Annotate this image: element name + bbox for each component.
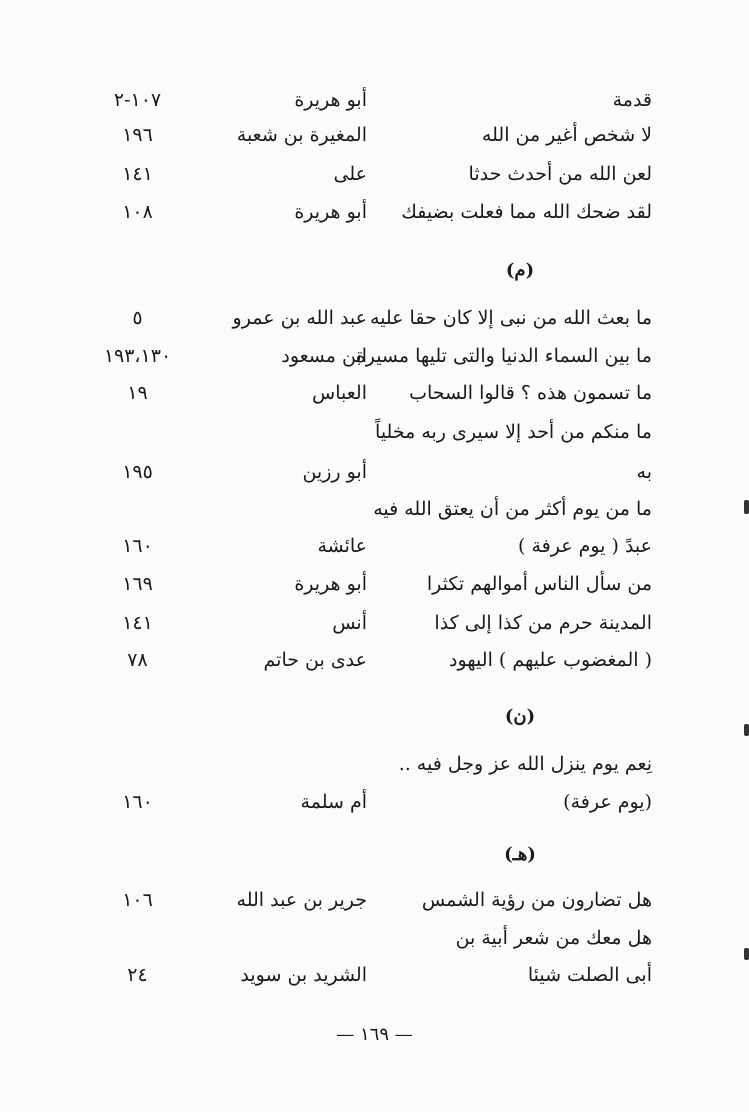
index-entry (80, 454, 652, 490)
index-entry (80, 566, 652, 602)
page-ref: ١٤١ (122, 612, 153, 634)
page-ref: ١٩٦ (122, 124, 153, 146)
index-entry (80, 194, 652, 230)
index-entry (80, 414, 652, 450)
hadith-text: أبى الصلت شيئا (527, 964, 652, 986)
narrator: أبو هريرة (294, 89, 367, 111)
index-entry (80, 605, 652, 641)
narrator: على (333, 163, 367, 185)
hadith-text: ما بين السماء الدنيا والتى تليها مسيرة (355, 345, 652, 367)
hadith-text: لقد ضحك الله مما فعلت بضيفك (401, 201, 652, 223)
page-ref: ١٩٣،١٣٠ (103, 345, 172, 367)
narrator: أبو هريرة (294, 573, 367, 595)
section-heading: (هـ) (504, 844, 536, 865)
index-entry (80, 528, 652, 564)
hadith-text: لعن الله من أحدث حدثا (468, 163, 652, 185)
index-entry (80, 82, 652, 118)
page-ref: ١٠٧-٢ (113, 89, 162, 111)
page-ref: ١٦٠ (122, 791, 153, 813)
hadith-text: لا شخص أغير من الله (481, 124, 652, 146)
index-entry (80, 784, 652, 820)
hadith-text: المدينة حرم من كذا إلى كذا (434, 612, 652, 634)
page-ref: ١٦٠ (122, 535, 153, 557)
hadith-text: ما تسمون هذه ؟ قالوا السحاب (409, 382, 652, 404)
narrator: الشريد بن سويد (240, 964, 367, 986)
index-entry (80, 957, 652, 993)
scan-mark (744, 948, 749, 960)
section-heading: (م) (505, 260, 535, 281)
hadith-text: به (636, 461, 652, 483)
hadith-text: هل معك من شعر أبية بن (455, 927, 652, 949)
hadith-text: قدمة (612, 89, 652, 111)
hadith-text: عبدً ( يوم عرفة ) (518, 535, 652, 557)
page-ref: ٥ (132, 307, 143, 329)
page-ref: ٢٤ (127, 964, 148, 986)
page-number: — ١٦٩ — (336, 1024, 413, 1045)
index-entry (80, 920, 652, 956)
page-ref: ٧٨ (127, 649, 148, 671)
index-entry (80, 491, 652, 527)
page-ref: ١٩٥ (122, 461, 153, 483)
index-entry (80, 117, 652, 153)
hadith-text: من سأل الناس أموالهم تكثرا (426, 573, 652, 595)
narrator: أبو رزين (302, 461, 367, 483)
hadith-text: ( المغضوب عليهم ) اليهود (449, 649, 652, 671)
narrator: العباس (312, 382, 367, 404)
section-heading: (ن) (504, 706, 536, 727)
page-ref: ١٠٦ (122, 889, 153, 911)
page-ref: ١٩ (127, 382, 148, 404)
hadith-text: نِعم يوم ينزل الله عز وجل فيه .. (398, 753, 652, 775)
index-entry (80, 156, 652, 192)
index-entry (80, 338, 652, 374)
narrator: ابن مسعود (281, 345, 367, 367)
narrator: عائشة (317, 535, 367, 557)
narrator: أنس (332, 612, 367, 634)
scan-mark (744, 500, 749, 514)
narrator: أبو هريرة (294, 201, 367, 223)
page-ref: ١٦٩ (122, 573, 153, 595)
hadith-text: ما منكم من أحد إلا سيرى ربه مخلياً (375, 421, 652, 443)
page-ref: ١٤١ (122, 163, 153, 185)
hadith-text: هل تضارون من رؤية الشمس (421, 889, 652, 911)
index-entry (80, 300, 652, 336)
page-ref: ١٠٨ (122, 201, 153, 223)
scan-mark (744, 724, 749, 736)
hadith-text: (يوم عرفة) (563, 791, 652, 813)
index-entry (80, 375, 652, 411)
index-entry (80, 642, 652, 678)
narrator: أم سلمة (300, 791, 367, 813)
index-entry (80, 746, 652, 782)
narrator: عدى بن حاتم (263, 649, 367, 671)
narrator: عبد الله بن عمرو (232, 307, 367, 329)
narrator: جرير بن عبد الله (236, 889, 367, 911)
index-entry (80, 882, 652, 918)
hadith-text: ما من يوم أكثر من أن يعتق الله فيه (373, 498, 652, 520)
hadith-text: ما بعث الله من نبى إلا كان حقا عليه (369, 307, 652, 329)
narrator: المغيرة بن شعبة (236, 124, 367, 146)
